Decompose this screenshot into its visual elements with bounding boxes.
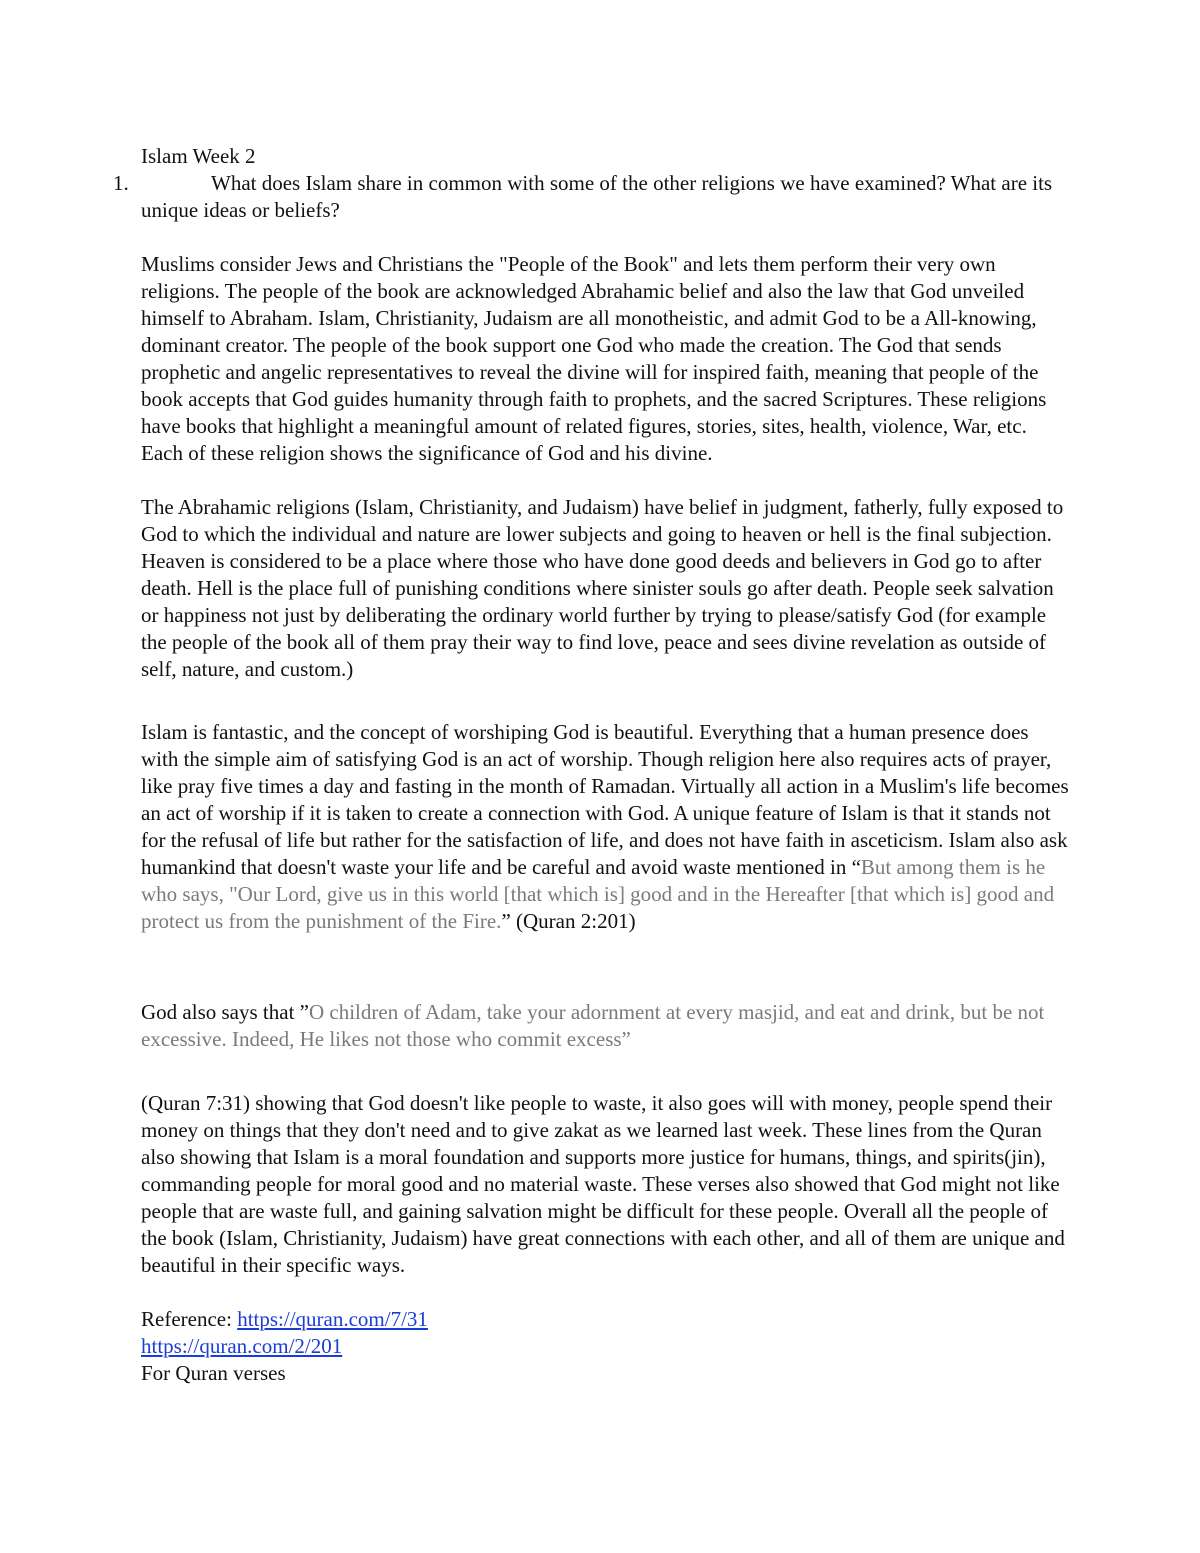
paragraph-4-close-quote: ” bbox=[621, 1027, 631, 1051]
question-number: 1. bbox=[113, 171, 129, 195]
quran-quote-7-31: O children of Adam, take your adornment at every masjid, and eat and drink, but be not excessive. Indeed, He likes not those who commit excess bbox=[141, 1000, 1045, 1051]
document-title: Islam Week 2 bbox=[141, 144, 256, 168]
paragraph-4-lead: God also says that ” bbox=[141, 1000, 309, 1024]
paragraph-3-citation: ” (Quran 2:201) bbox=[501, 909, 636, 933]
paragraph-abrahamic-religions: The Abrahamic religions (Islam, Christianity, and Judaism) have belief in judgment, fatherly, fully exposed to God to which the individual and nature are lower subjects and going to heaven or hell is the final subjection. Heaven is considered to be a place where those who have done good deeds and believers in God go to after death. Hell is the place full of punishing conditions where sinister souls go after death. People seek salvation or happiness not just by deliberating the ordinary world further by trying to please/satisfy God (for example the people of the book all of them pray their way to find love, peace and sees divine revelation as outside of self, nature, and custom.) bbox=[141, 495, 1064, 681]
reference-link-quran-7-31[interactable]: https://quran.com/7/31 bbox=[237, 1307, 428, 1331]
reference-line-1 bbox=[141, 1306, 1071, 1333]
paragraph-waste-and-conclusion: (Quran 7:31) showing that God doesn't like people to waste, it also goes will with money, people spend their money on things that they don't need and to give zakat as we learned last week. These lines from the Quran also showing that Islam is a moral foundation and supports more justice for humans, things, and spirits(jin), commanding people for moral good and no material waste. These verses also showed that God might not like people that are waste full, and gaining salvation might be difficult for these people. Overall all the people of the book (Islam, Christianity, Judaism) have great connections with each other, and all of them are unique and beautiful in their specific ways. bbox=[141, 1091, 1065, 1277]
paragraph-3-lead: Islam is fantastic, and the concept of worshiping God is beautiful. Everything that a human presence does with the simple aim of satisfying God is an act of worship. Though religion here also requires acts of prayer, like pray five times a day and fasting in the month of Ramadan. Virtually all action in a Muslim's life becomes an act of worship if it is taken to create a connection with God. A unique feature of Islam is that it stands not for the refusal of life but rather for the satisfaction of life, and does not have faith in asceticism. Islam also ask humankind that doesn't waste your life and be careful and avoid waste mentioned in “ bbox=[141, 720, 1069, 879]
quran-quote-2-201: But among them is he who says, "Our Lord, give us in this world [that which is] good and in the Hereafter [that which is] good and protect us from the punishment of the Fire. bbox=[141, 855, 1055, 933]
question-text: What does Islam share in common with some of the other religions we have examined? What are its unique ideas or beliefs? bbox=[141, 171, 1053, 222]
references-section bbox=[141, 1306, 1071, 1387]
paragraph-people-of-the-book: Muslims consider Jews and Christians the "People of the Book" and lets them perform their very own religions. The people of the book are acknowledged Abrahamic belief and also the law that God unveiled himself to Abraham. Islam, Christianity, Judaism are all monotheistic, and admit God to be a All-knowing, dominant creator. The people of the book support one God who made the creation. The God that sends prophetic and angelic representatives to reveal the divine will for inspired faith, meaning that people of the book accepts that God guides humanity through faith to prophets, and the sacred Scriptures. These religions have books that highlight a meaningful amount of related figures, stories, sites, health, violence, War, etc. Each of these religion shows the significance of God and his divine. bbox=[141, 252, 1047, 465]
paragraph-islam-worship bbox=[141, 719, 1071, 935]
reference-note: For Quran verses bbox=[141, 1361, 286, 1385]
reference-line-2 bbox=[141, 1333, 1071, 1360]
reference-link-quran-2-201[interactable]: https://quran.com/2/201 bbox=[141, 1334, 343, 1358]
paragraph-god-also-says bbox=[141, 999, 1071, 1053]
reference-label: Reference: bbox=[141, 1307, 238, 1331]
